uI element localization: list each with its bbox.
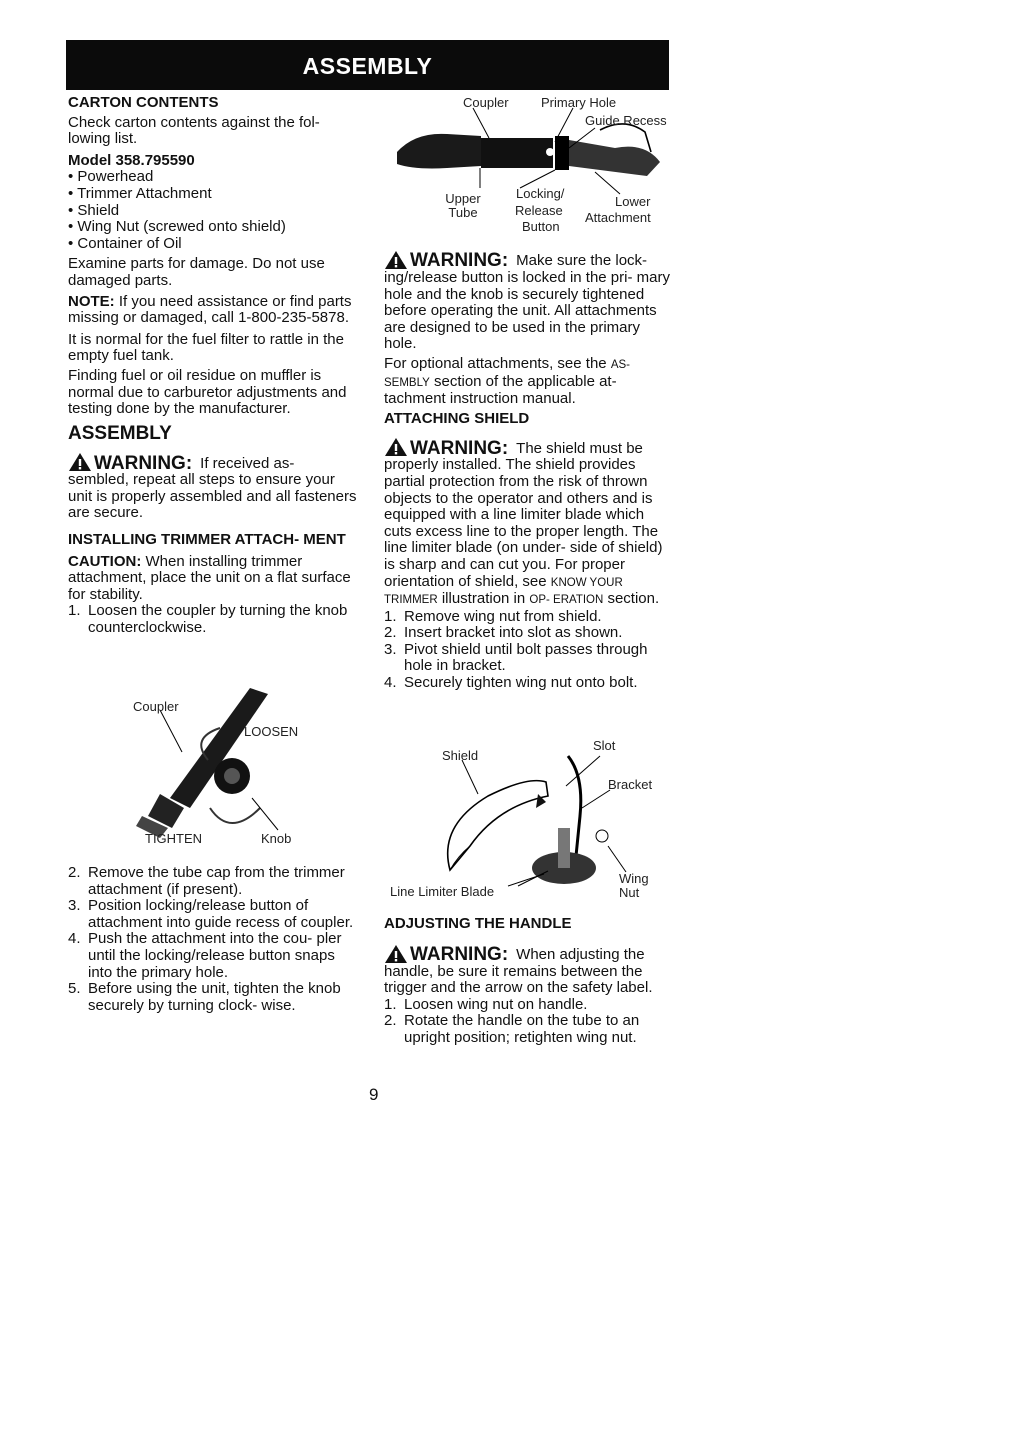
right-column [384, 250, 670, 692]
optional-text: section of the applicable at- tachment instruction manual. [384, 372, 617, 408]
list-item [384, 675, 670, 692]
carton-intro: Check carton contents against the fol- lowing list. [68, 113, 320, 148]
shield-label: Shield [442, 748, 479, 763]
warning-block [384, 250, 670, 270]
carton-heading: CARTON CONTENTS [68, 94, 219, 111]
list-item [68, 931, 358, 981]
bracket-label: Bracket [608, 777, 653, 792]
step-number: 2. [68, 864, 81, 881]
coupler-label: Coupler [463, 95, 509, 110]
assembly-heading: ASSEMBLY [68, 422, 172, 444]
warning-label: WARNING: [410, 944, 509, 965]
warning-label: WARNING: [410, 437, 509, 459]
warning-icon [68, 452, 92, 472]
note-text: If you need assistance or find parts missing or damaged, call 1-800-235-5878. [68, 292, 352, 327]
step-number: 3. [384, 640, 397, 658]
warning-smallcaps: OP- ERATION [529, 594, 604, 607]
note-paragraph [68, 294, 358, 327]
list-item: • Shield [68, 201, 120, 219]
warning-text-end: section. [607, 590, 660, 608]
step-text: Before using the unit, tighten the knob securely by turning clock- wise. [88, 980, 341, 1014]
step-text: Securely tighten wing nut onto bolt. [404, 674, 638, 692]
primary-hole-label: Primary Hole [541, 95, 617, 110]
step-text: Loosen the coupler by turning the knob counterclockwise. [88, 602, 348, 637]
step-list [68, 603, 358, 636]
wing-label: Wing [619, 871, 649, 886]
step-text: Insert bracket into slot as shown. [404, 624, 623, 642]
step-text: Loosen wing nut on handle. [404, 995, 588, 1013]
attachment-figure [385, 92, 670, 242]
warning-icon [384, 944, 408, 964]
caution-text: When installing trimmer attachment, place the unit on a flat surface for stability. [68, 552, 351, 603]
shield-figure [388, 736, 670, 898]
handle-heading: ADJUSTING THE HANDLE [384, 915, 572, 932]
step-text: Push the attachment into the cou- pler until the locking/release button snaps into the primary hole. [88, 930, 342, 981]
warning-block [384, 437, 670, 457]
step-number: 1. [68, 602, 81, 620]
step-number: 2. [384, 1012, 397, 1030]
left-column [68, 95, 358, 637]
optional-smallcaps: AS- SEMBLY [384, 358, 630, 389]
lower-label: Lower [615, 194, 651, 209]
attachment-label: Attachment [585, 210, 651, 225]
installing-heading: INSTALLING TRIMMER ATTACH- MENT [68, 531, 346, 549]
model-number: Model 358.795590 [68, 151, 195, 169]
step-list [68, 865, 358, 1014]
locking-label: Locking/ [516, 186, 565, 201]
warning-text-first: Make sure the lock- [516, 252, 648, 270]
section-banner: ASSEMBLY [66, 40, 669, 90]
optional-text: For optional attachments, see the [384, 354, 607, 372]
warning-text-first: If received as- [200, 454, 295, 472]
caution-label: CAUTION: [68, 552, 142, 570]
list-item [384, 642, 670, 675]
list-item [384, 625, 670, 642]
step-number: 4. [68, 930, 81, 948]
list-item: • Powerhead [68, 168, 154, 186]
step-text: Remove wing nut from shield. [404, 607, 602, 625]
caution-paragraph [68, 554, 358, 604]
warning-text [384, 457, 670, 608]
residue-text: Finding fuel or oil residue on muffler is normal due to carburetor adjustments and testing done by the manufacturer. [68, 366, 347, 418]
warning-icon [384, 250, 408, 270]
button-label: Button [522, 219, 560, 234]
step-text: Position locking/release button of attachment into guide recess of coupler. [88, 897, 354, 931]
knob-label: Knob [261, 831, 292, 846]
warning-label: WARNING: [410, 250, 509, 272]
list-item [68, 898, 358, 931]
note-label: NOTE: [68, 292, 115, 310]
step-number: 5. [68, 980, 81, 998]
step-number: 4. [384, 674, 397, 692]
shield-heading: ATTACHING SHIELD [384, 409, 530, 427]
step-text: Remove the tube cap from the trimmer attachment (if present). [88, 864, 345, 898]
step-number: 3. [68, 897, 81, 915]
list-item [68, 865, 358, 898]
page-number: 9 [369, 1085, 379, 1104]
rattle-text: It is normal for the fuel filter to rattle in the empty fuel tank. [68, 330, 344, 365]
step-text: Rotate the handle on the tube to an upright position; retighten wing nut. [404, 1012, 640, 1046]
warning-icon [384, 437, 408, 457]
warning-text: handle, be sure it remains between the trigger and the arrow on the safety label. [384, 962, 653, 997]
warning-text: sembled, repeat all steps to ensure your unit is properly assembled and all fasteners are secure. [68, 471, 357, 522]
coupler-figure [120, 688, 320, 848]
warning-text: ing/release button is locked in the pri- mary hole and the knob is securely tightened before operating the unit. All attachments are designed to be used in the primary hole. [384, 269, 670, 353]
warning-block [384, 944, 670, 964]
step-number: 1. [384, 607, 397, 625]
step-number: 2. [384, 624, 397, 642]
list-item [384, 1013, 670, 1046]
guide-recess-label: Guide Recess [585, 113, 667, 128]
warning-text-first: When adjusting the [516, 946, 645, 963]
list-item [384, 609, 670, 626]
tighten-label: TIGHTEN [145, 831, 203, 846]
loosen-label: LOOSEN [244, 724, 299, 739]
release-label: Release [515, 203, 563, 218]
upper-tube-label: Upper Tube [445, 191, 481, 220]
step-text: Pivot shield until bolt passes through hole in bracket. [404, 640, 648, 675]
slot-label: Slot [593, 738, 616, 753]
list-item [68, 603, 358, 636]
carton-list [68, 169, 358, 252]
warning-text-mid: illustration in [441, 590, 526, 608]
step-list [384, 609, 670, 692]
blade-label: Line Limiter Blade [390, 884, 495, 899]
nut-label: Nut [619, 885, 640, 900]
step-number: 1. [384, 995, 397, 1013]
warning-block [68, 452, 358, 472]
left-steps [68, 865, 358, 1014]
list-item [384, 997, 670, 1014]
optional-paragraph [384, 356, 670, 408]
warning-text-body: properly installed. The shield provides partial protection from the risk of thrown objects to the operator and others and is equipped with a line limiter blade which cuts excess line to the proper length. The line limiter blade (on under- side of shield) is sharp and can cut you. For proper orientation of shield, see [384, 456, 663, 590]
list-item: • Wing Nut (screwed onto shield) [68, 218, 286, 236]
warning-text-first: The shield must be [516, 439, 643, 457]
warning-smallcaps: KNOW YOUR TRIMMER [384, 576, 623, 607]
list-item: • Trimmer Attachment [68, 184, 212, 202]
step-list [384, 997, 670, 1047]
coupler-label: Coupler [133, 699, 179, 714]
list-item: • Container of Oil [68, 234, 182, 252]
right-handle [384, 916, 670, 1047]
warning-label: WARNING: [94, 452, 193, 474]
examine-text: Examine parts for damage. Do not use damaged parts. [68, 255, 325, 289]
list-item [68, 981, 358, 1014]
